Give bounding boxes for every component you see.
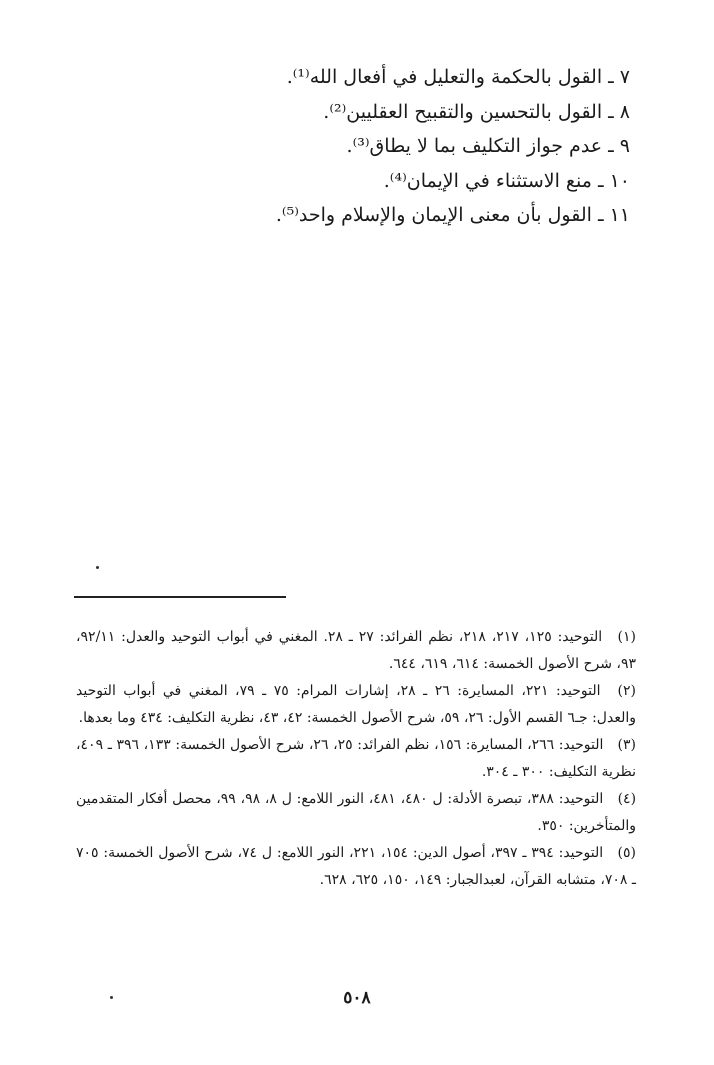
page-number: ٥٠٨ bbox=[343, 988, 371, 1008]
list-item: ١١ ـ القول بأن معنى الإيمان والإسلام واحد⁽⁵⁾. bbox=[275, 204, 630, 226]
footnote-text: التوحيد: ٣٩٤ ـ ٣٩٧، أصول الدين: ١٥٤، ٢٢١، النور اللامع: ل ٧٤، شرح الأصول الخمسة: ٧٠٥ ـ ٧٠٨، متشابه القرآن، لعبدالجبار: ١٤٩، ١٥٠، ٦٢٥، ٦٢٨. bbox=[76, 845, 636, 888]
footnote-text: التوحيد: ١٢٥، ٢١٧، ٢١٨، نظم الفرائد: ٢٧ ـ ٢٨. المغني في أبواب التوحيد والعدل: ٩٢/١١، ٩٣، شرح الأصول الخمسة: ٦١٤، ٦١٩، ٦٤٤. bbox=[76, 629, 636, 672]
list-item: ٩ ـ عدم جواز التكليف بما لا يطاق⁽³⁾. bbox=[346, 135, 630, 157]
footnotes bbox=[76, 624, 636, 894]
footnote bbox=[76, 786, 636, 840]
ink-speck bbox=[110, 996, 113, 999]
footnote-text: التوحيد: ٢٦٦، المسايرة: ١٥٦، نظم الفرائد: ٢٥، ٢٦، شرح الأصول الخمسة: ١٣٣، ٣٩٦ ـ ٤٠٩، نظرية التكليف: ٣٠٠ ـ ٣٠٤. bbox=[76, 737, 636, 780]
footnote bbox=[76, 624, 636, 678]
footnote bbox=[76, 678, 636, 732]
footnote-number: (١) bbox=[617, 629, 636, 645]
footnote-number: (٥) bbox=[617, 845, 636, 861]
footnote-number: (٢) bbox=[617, 683, 636, 699]
ink-speck bbox=[96, 566, 99, 569]
footnote-text: التوحيد: ٢٢١، المسايرة: ٢٦ ـ ٢٨، إشارات المرام: ٧٥ ـ ٧٩، المغني في أبواب التوحيد والعدل: جـ٦ القسم الأول: ٢٦، ٥٩، شرح الأصول الخمسة: ٤٢، ٤٣، نظرية التكليف: ٤٣٤ وما بعدها. bbox=[76, 683, 636, 726]
list-item: ١٠ ـ منع الاستثناء في الإيمان⁽⁴⁾. bbox=[383, 169, 630, 192]
main-list bbox=[110, 60, 630, 233]
footnote-text: التوحيد: ٣٨٨، تبصرة الأدلة: ل ٤٨٠، ٤٨١، النور اللامع: ل ٨، ٩٨، ٩٩، محصل أفكار المتقدمين والمتأخرين: ٣٥٠. bbox=[76, 791, 636, 834]
list-item: ٧ ـ القول بالحكمة والتعليل في أفعال الله⁽¹⁾. bbox=[286, 66, 630, 88]
footnote-number: (٤) bbox=[617, 791, 637, 807]
footnote-number: (٣) bbox=[617, 737, 636, 753]
footnote-separator bbox=[74, 596, 286, 598]
footnote bbox=[76, 840, 636, 894]
list-item: ٨ ـ القول بالتحسين والتقبيح العقليين⁽²⁾. bbox=[323, 100, 630, 123]
footnote bbox=[76, 732, 636, 786]
